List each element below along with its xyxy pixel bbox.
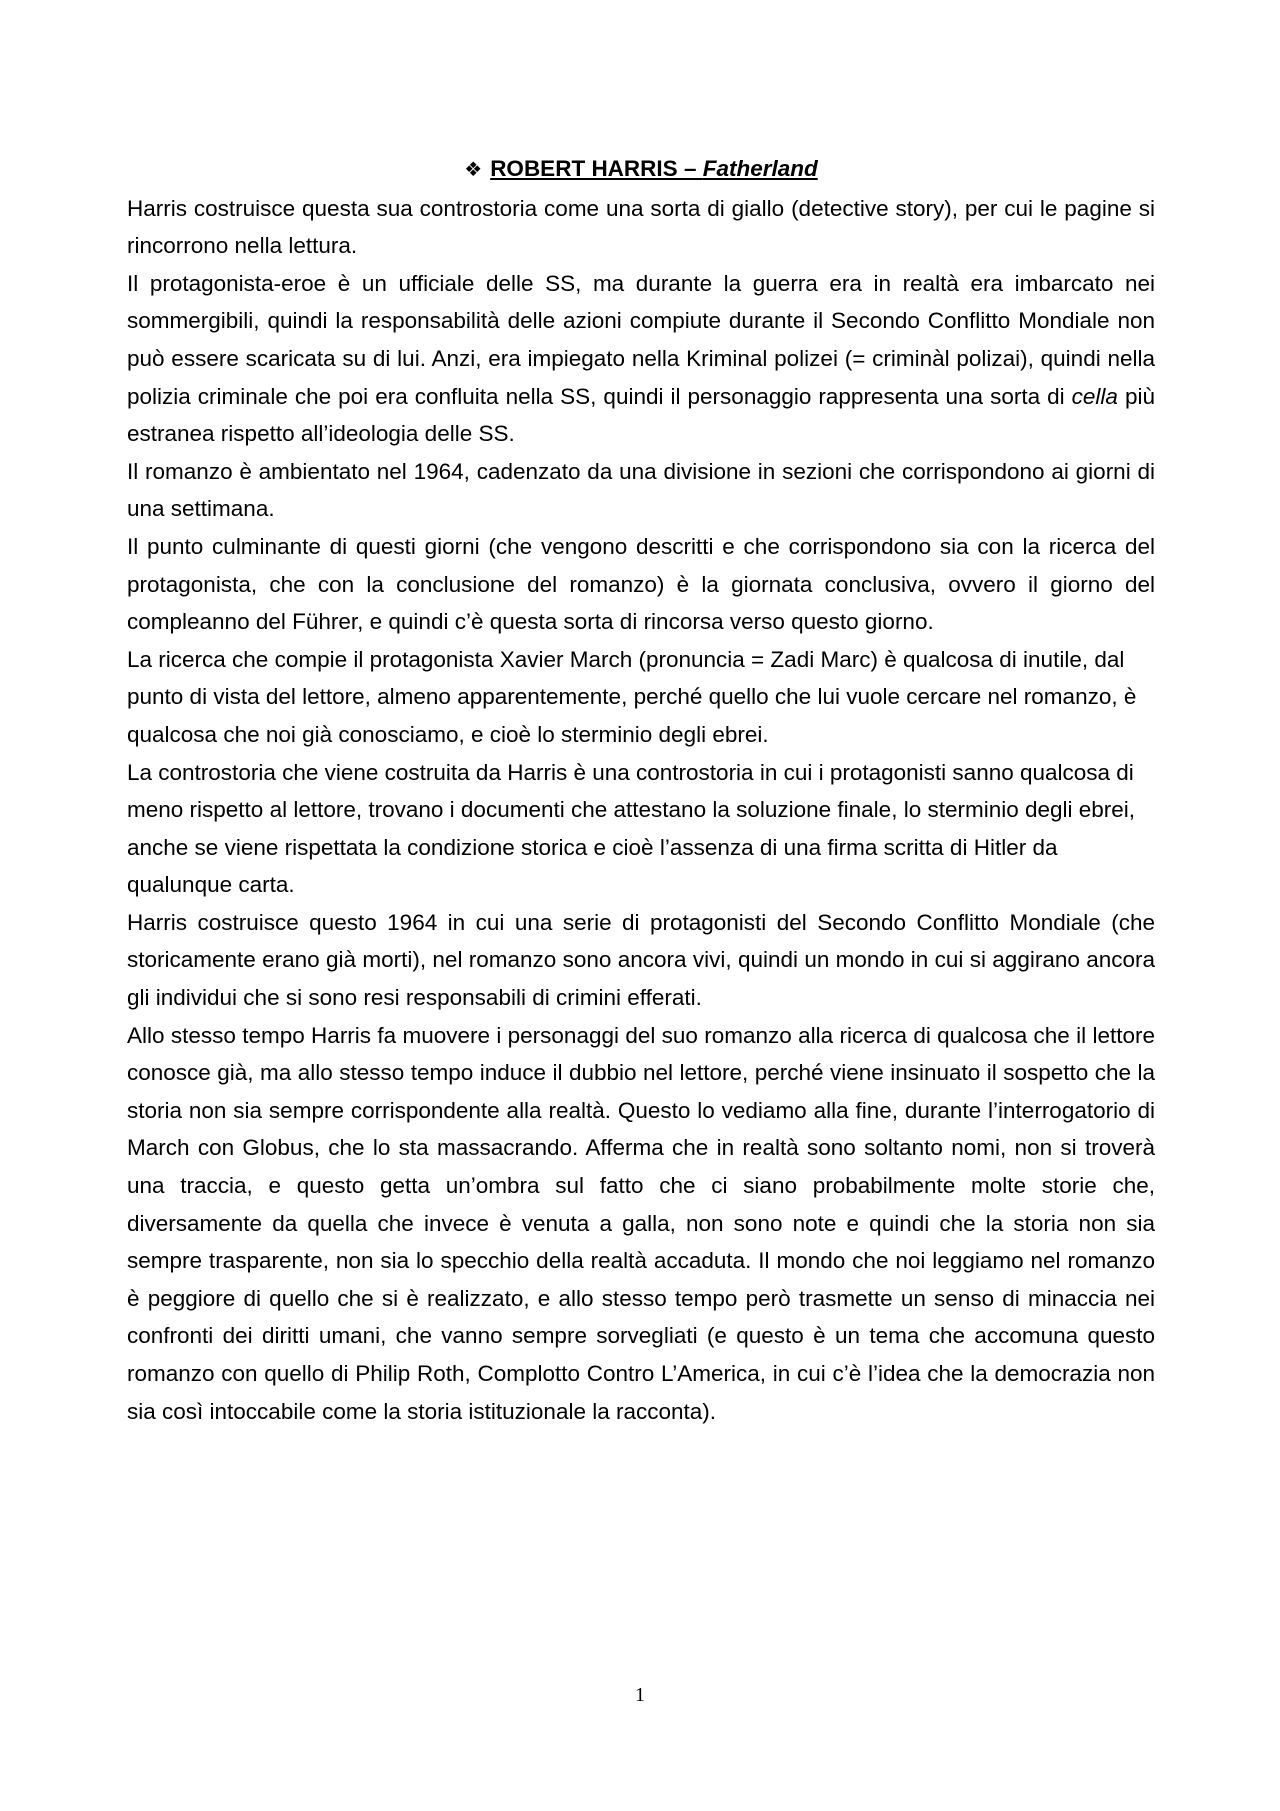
section-heading: [127, 150, 1155, 190]
diamond-bullet-icon: ❖: [464, 159, 483, 181]
page-number: 1: [635, 1684, 645, 1706]
paragraph-1: Harris costruisce questa sua controstoria come una sorta di giallo (detective story), per cui le pagine si rincorrono nella lettura.: [127, 195, 1155, 259]
paragraph-3: Il romanzo è ambientato nel 1964, cadenzato da una divisione in sezioni che corrispondono ai giorni di una settimana.: [127, 458, 1155, 522]
paragraph-2-italic-word: cella: [1071, 383, 1118, 409]
paragraph-6: La controstoria che viene costruita da Harris è una controstoria in cui i protagonisti sanno qualcosa di meno rispetto al lettore, trovano i documenti che attestano la soluzione finale, lo sterminio degli ebrei, anche se viene rispettata la condizione storica e cioè l’assenza di una firma scritta di Hitler da qualunque carta.: [127, 759, 1136, 898]
paragraph-8: Allo stesso tempo Harris fa muovere i personaggi del suo romanzo alla ricerca di qualcosa che il lettore conosce già, ma allo stesso tempo induce il dubbio nel lettore, perché viene insinuato il sospetto che la storia non sia sempre corrispondente alla realtà. Questo lo vediamo alla fine, durante l’interrogatorio di March con Globus, che lo sta massacrando. Afferma che in realtà sono soltanto nomi, non si troverà una traccia, e questo getta un’ombra sul fatto che ci siano probabilmente molte storie che, diversamente da quella che invece è venuta a galla, non sono note e quindi che la storia non sia sempre trasparente, non sia lo specchio della realtà accaduta. Il mondo che noi leggiamo nel romanzo è peggiore di quello che si è realizzato, e allo stesso tempo però trasmette un senso di minaccia nei confronti dei diritti umani, che vanno sempre sorvegliati (e questo è un tema che accomuna questo romanzo con quello di Philip Roth, Complotto Contro L’America, in cui c’è l’idea che la democrazia non sia così intoccabile come la storia istituzionale la racconta).: [127, 1022, 1155, 1424]
paragraph-2-text-after: più estranea rispetto all’ideologia delle SS.: [127, 383, 1156, 447]
paragraph-5: La ricerca che compie il protagonista Xavier March (pronuncia = Zadi Marc) è qualcosa di inutile, dal punto di vista del lettore, almeno apparentemente, perché quello che lui vuole cercare nel romanzo, è qualcosa che noi già conosciamo, e cioè lo sterminio degli ebrei.: [127, 646, 1137, 747]
heading-author: ROBERT HARRIS –: [490, 156, 703, 181]
paragraph-2-text-before: Il protagonista-eroe è un ufficiale delle SS, ma durante la guerra era in realtà era imbarcato nei sommergibili, quindi la responsabilità delle azioni compiute durante il Secondo Conflitto Mondiale non può essere scaricata su di lui. Anzi, era impiegato nella Kriminal polizei (= criminàl polizai), quindi nella polizia criminale che poi era confluita nella SS, quindi il personaggio rappresenta una sorta di: [127, 270, 1155, 409]
document-body: [127, 150, 1155, 1430]
paragraph-2: [127, 265, 1155, 453]
heading-title: Fatherland: [702, 156, 818, 181]
paragraph-7: Harris costruisce questo 1964 in cui una serie di protagonisti del Secondo Conflitto Mondiale (che storicamente erano già morti), nel romanzo sono ancora vivi, quindi un mondo in cui si aggirano ancora gli individui che si sono resi responsabili di crimini efferati.: [127, 909, 1155, 1011]
paragraph-4: Il punto culminante di questi giorni (che vengono descritti e che corrispondono sia con la ricerca del protagonista, che con la conclusione del romanzo) è la giornata conclusiva, ovvero il giorno del compleanno del Führer, e quindi c’è questa sorta di rincorsa verso questo giorno.: [127, 533, 1155, 635]
